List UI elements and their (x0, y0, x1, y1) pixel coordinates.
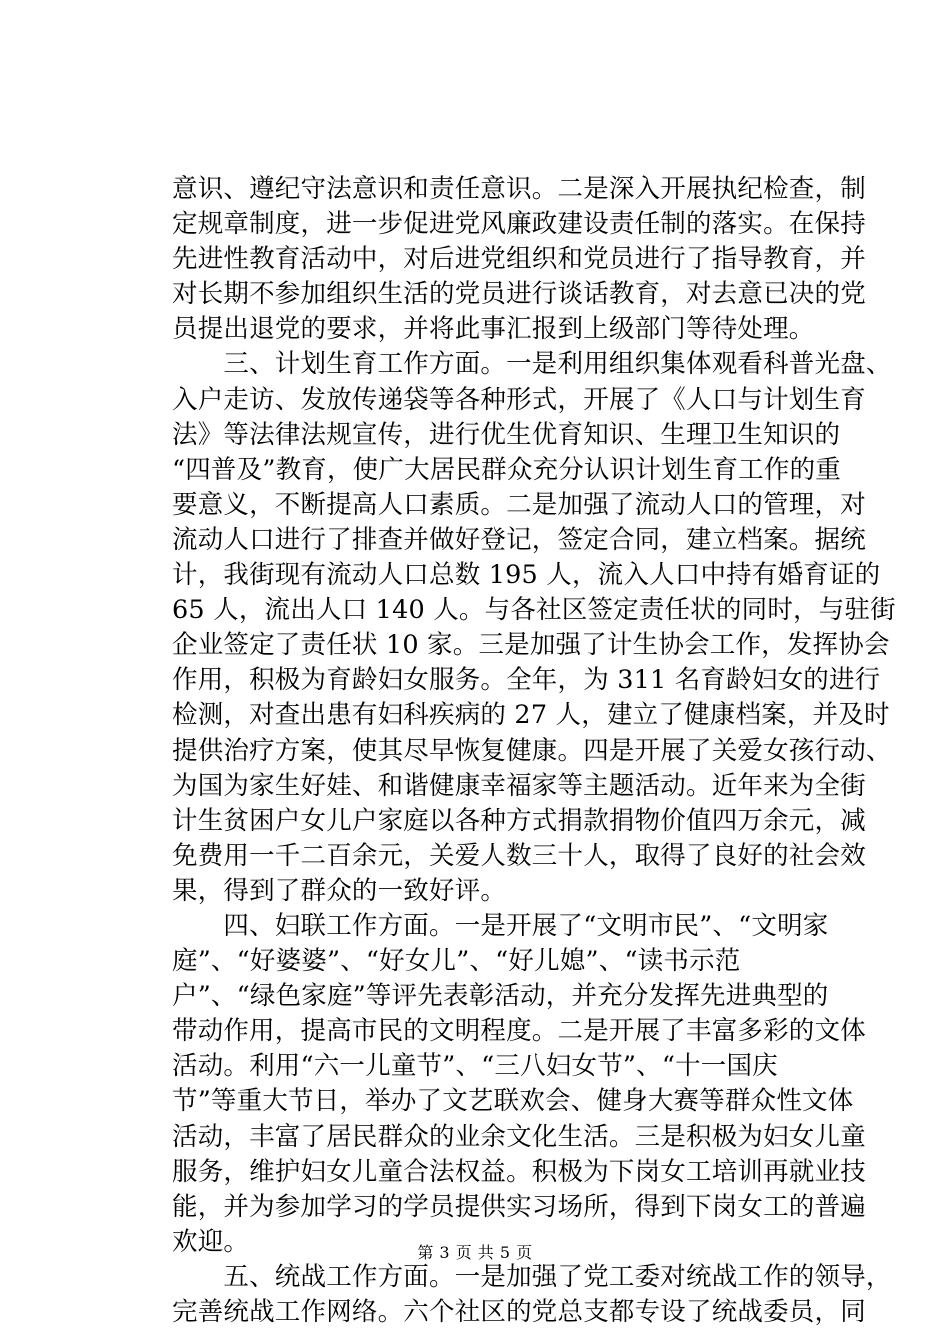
text-line: 能，并为参加学习的学员提供实习场所，得到下岗女工的普遍 (172, 1191, 866, 1222)
text-line: “四普及”教育，使广大居民群众充分认识计划生育工作的重 (172, 454, 841, 485)
text-line: 对长期不参加组织生活的党员进行谈话教育，对去意已决的党 (172, 279, 866, 310)
text-line: 户”、“绿色家庭”等评先表彰活动，并充分发挥先进典型的 (172, 981, 829, 1012)
text-line: 65 人，流出人口 140 人。与各社区签定责任状的同时，与驻街 (172, 595, 896, 626)
text-line: 入户走访、发放传递袋等各种形式，开展了《人口与计划生育 (172, 384, 866, 415)
text-line: 计，我街现有流动人口总数 195 人，流入人口中持有婚育证的 (172, 560, 881, 591)
text-line: 完善统战工作网络。六个社区的党总支都专设了统战委员，同 (172, 1297, 866, 1327)
text-line: 法》等法律法规宣传，进行优生优育知识、生理卫生知识的 (172, 419, 841, 450)
text-line: 庭”、“好婆婆”、“好女儿”、“好儿媳”、“读书示范 (172, 946, 741, 977)
text-line: 意识、遵纪守法意识和责任意识。二是深入开展执纪检查，制 (172, 174, 866, 204)
text-line: 流动人口进行了排查并做好登记，签定合同，建立档案。据统 (172, 524, 866, 555)
text-line: 活动。利用“六一儿童节”、“三八妇女节”、“十一国庆 (172, 1051, 778, 1082)
text-line: 免费用一千二百余元，关爱人数三十人，取得了良好的社会效 (172, 840, 866, 871)
text-line: 要意义，不断提高人口素质。二是加强了流动人口的管理，对 (172, 489, 866, 520)
text-line: 带动作用，提高市民的文明程度。二是开展了丰富多彩的文体 (172, 1016, 866, 1047)
text-line: 作用，积极为育龄妇女服务。全年，为 311 名育龄妇女的进行 (172, 665, 881, 696)
text-line: 活动，丰富了居民群众的业余文化生活。三是积极为妇女儿童 (172, 1121, 866, 1152)
text-line: 先进性教育活动中，对后进党组织和党员进行了指导教育，并 (172, 244, 866, 275)
text-line: 四、妇联工作方面。一是开展了“文明市民”、“文明家 (172, 910, 829, 941)
text-line: 服务，维护妇女儿童合法权益。积极为下岗女工培训再就业技 (172, 1156, 866, 1187)
text-line: 定规章制度，进一步促进党风廉政建设责任制的落实。在保持 (172, 209, 866, 240)
text-line: 员提出退党的要求，并将此事汇报到上级部门等待处理。 (172, 314, 815, 345)
text-line: 三、计划生育工作方面。一是利用组织集体观看科普光盘、 (172, 349, 892, 380)
text-line: 节”等重大节日，举办了文艺联欢会、健身大赛等群众性文体 (172, 1086, 854, 1117)
text-line: 提供治疗方案，使其尽早恢复健康。四是开展了关爱女孩行动、 (172, 735, 892, 766)
text-line: 果，得到了群众的一致好评。 (172, 875, 507, 906)
text-line: 为国为家生好娃、和谐健康幸福家等主题活动。近年来为全街 (172, 770, 866, 801)
text-line: 企业签定了责任状 10 家。三是加强了计生协会工作，发挥协会 (172, 630, 890, 661)
text-line: 欢迎。 (172, 1226, 250, 1257)
page-number-footer: 第 3 页 共 5 页 (417, 1243, 533, 1262)
document-body (172, 172, 896, 1330)
text-line: 计生贫困户女儿户家庭以各种方式捐款捐物价值四万余元，减 (172, 805, 866, 836)
text-line: 五、统战工作方面。一是加强了党工委对统战工作的领导， (172, 1261, 892, 1292)
text-line: 检测，对查出患有妇科疾病的 27 人，建立了健康档案，并及时 (172, 700, 890, 731)
